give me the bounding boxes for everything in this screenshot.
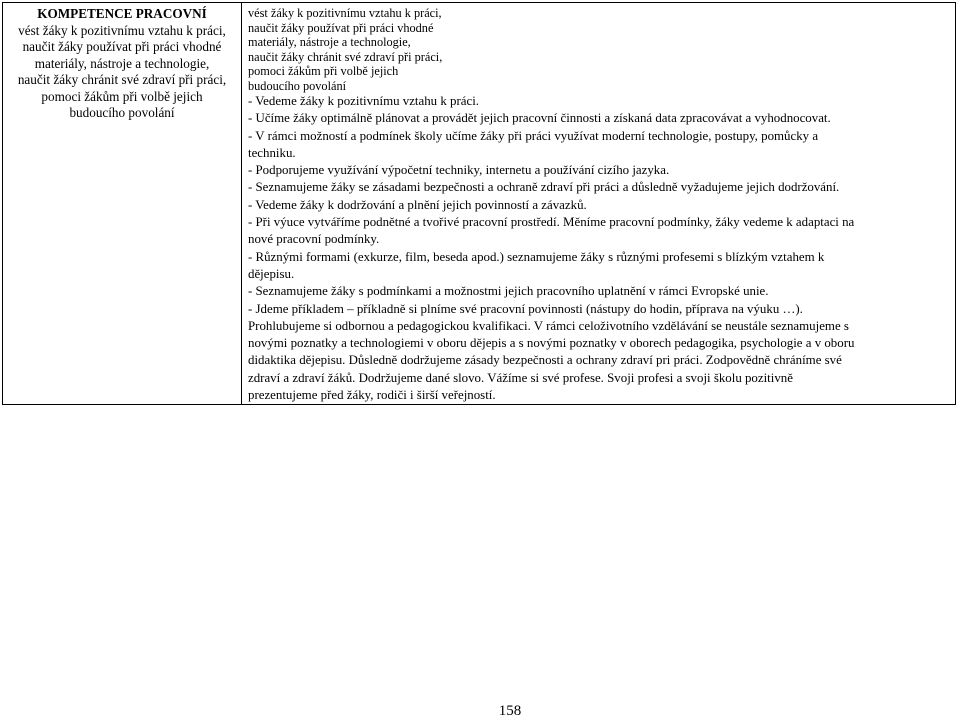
competence-goal-line: naučit žáky používat při práci vhodné [22, 39, 222, 54]
competence-goal-line: pomoci žákům při volbě jejich [41, 88, 203, 104]
intro-line: naučit žáky používat při práci vhodné [248, 20, 434, 35]
competence-goal-line: materiály, nástroje a technologie, [34, 55, 210, 71]
strategy-line: prezentujeme před žáky, rodiči i širší veřejností. [248, 388, 496, 403]
strategy-line: - Vedeme žáky k dodržování a plnění jejich povinností a závazků. [248, 197, 587, 212]
strategy-line: dějepisu. [248, 266, 295, 281]
competence-goal-line: naučit žáky chránit své zdraví při práci, [17, 72, 227, 87]
strategy-line: didaktika dějepisu. Důsledně dodržujeme zásady bezpečnosti a ochrany zdraví pri práci. Zodpovědně chráníme své [248, 353, 842, 368]
strategies-cell [242, 3, 955, 404]
strategy-line: nové pracovní podmínky. [248, 232, 380, 247]
strategy-line: novými poznatky a technologiemi v oboru dějepis a s novými poznatky v oborech pedagogika, psychologie a v oboru [248, 336, 855, 351]
competence-goal-line: budoucího povolání [69, 105, 175, 120]
strategy-line: - Vedeme žáky k pozitivnímu vztahu k práci. [248, 94, 480, 108]
strategy-line: - Při výuce vytváříme podnětné a tvořivé pracovní prostředí. Měníme pracovní podmínky, žáky vedeme k adaptaci na [248, 215, 855, 230]
competence-table [2, 2, 956, 405]
strategy-line: - Učíme žáky optimálně plánovat a provádět jejich pracovní činnosti a získaná data zpracovávat a vyhodnocovat. [248, 111, 831, 126]
strategy-line: - Seznamujeme žáky se zásadami bezpečnosti a ochraně zdraví při práci a důsledně vyžadujeme jejich dodržování. [248, 180, 840, 195]
page-number: 158 [498, 703, 522, 719]
strategy-line: techniku. [248, 145, 296, 160]
strategy-line: - Podporujeme využívání výpočetní techniky, internetu a používání cizího jazyka. [248, 163, 670, 178]
intro-line: pomoci žákům při volbě jejich [248, 64, 399, 78]
strategy-line: - Seznamujeme žáky s podmínkami a možnostmi jejich pracovního uplatnění v rámci Evropské unie. [248, 284, 769, 299]
strategy-line: - V rámci možností a podmínek školy učíme žáky při práci využívat moderní technologie, postupy, pomůcky a [248, 128, 819, 143]
strategy-line: Prohlubujeme si odbornou a pedagogickou kvalifikaci. V rámci celoživotního vzdělávání se neustále seznamujeme s [248, 318, 849, 333]
intro-line: naučit žáky chránit své zdraví při práci, [248, 49, 443, 64]
intro-line: budoucího povolání [248, 78, 347, 93]
strategy-line: - Různými formami (exkurze, film, beseda apod.) seznamujeme žáky s různými profesemi s blízkým vztahem k [248, 249, 825, 264]
intro-line: materiály, nástroje a technologie, [248, 35, 411, 49]
strategy-line: - Jdeme příkladem – příkladně si plníme své pracovní povinnosti (nástupy do hodin, příprava na výuku …). [248, 301, 803, 316]
competence-goal-line: vést žáky k pozitivnímu vztahu k práci, [18, 22, 226, 38]
competence-title: KOMPETENCE PRACOVNÍ [37, 6, 207, 21]
strategy-line: zdraví a zdraví žáků. Dodržujeme dané slovo. Vážíme si své profese. Svoji profesi a svoji školu pozitivně [248, 370, 793, 385]
intro-line: vést žáky k pozitivnímu vztahu k práci, [248, 6, 442, 20]
competence-name-cell [3, 3, 242, 404]
